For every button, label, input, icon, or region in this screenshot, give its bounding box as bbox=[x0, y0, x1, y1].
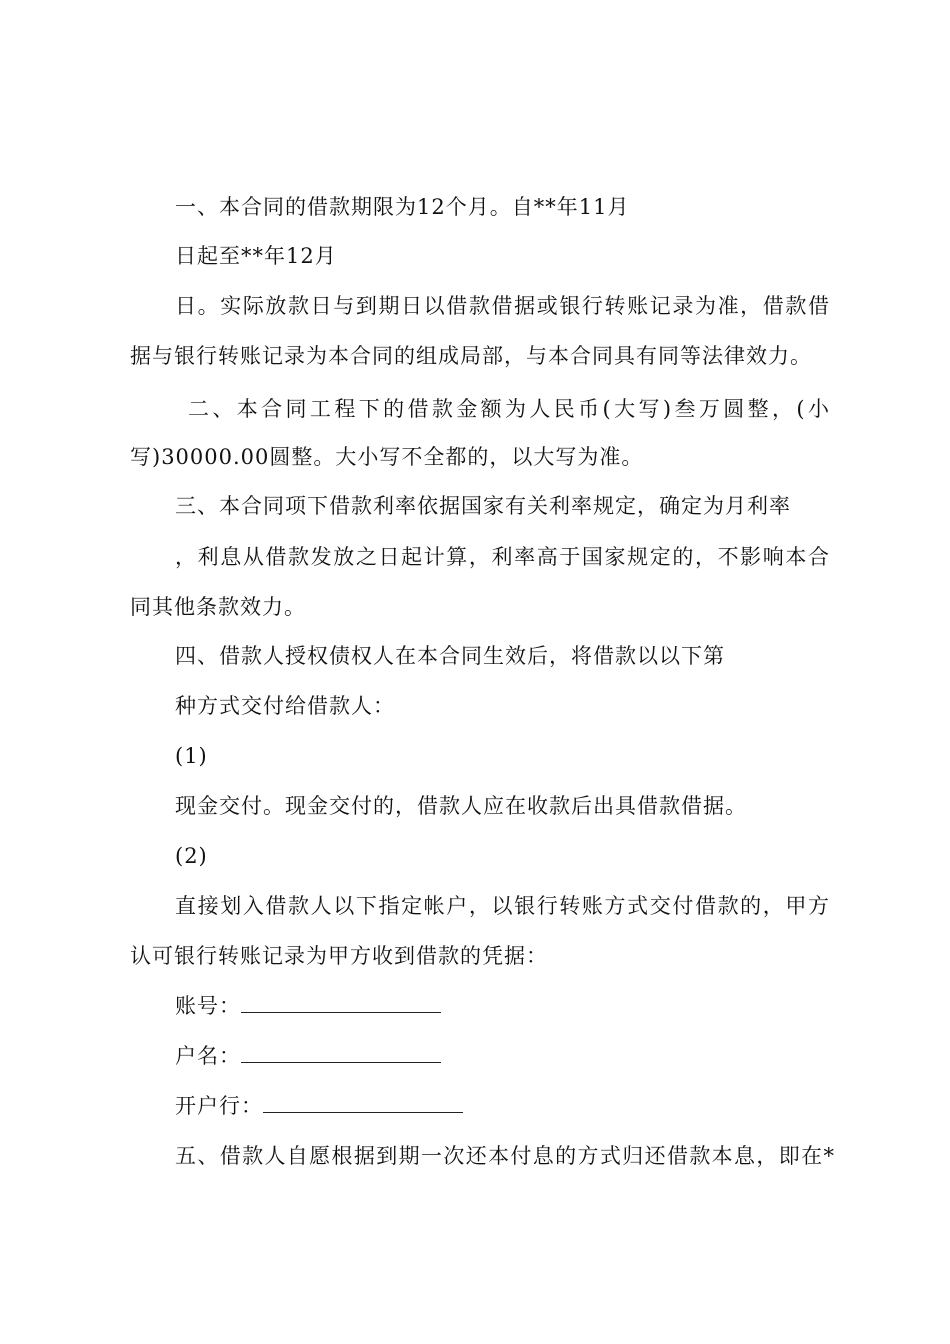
clause-4-option-2-text-1: 直接划入借款人以下指定帐户，以银行转账方式交付借款的，甲方 bbox=[175, 894, 830, 918]
account-label: 账号： bbox=[175, 994, 241, 1018]
clause-1-line-3: 日。实际放款日与到期日以借款借据或银行转账记录为准，借款借 bbox=[175, 294, 830, 318]
clause-1-line-2: 日起至**年12月 bbox=[175, 244, 337, 268]
clause-4-option-2-text-2: 认可银行转账记录为甲方收到借款的凭据： bbox=[130, 944, 548, 968]
clause-4-option-1-marker: (1) bbox=[175, 744, 208, 768]
account-blank bbox=[241, 992, 441, 1013]
bank-label: 开户行： bbox=[175, 1094, 263, 1118]
clause-3-line-3: 同其他条款效力。 bbox=[130, 595, 306, 619]
clause-4-line-1: 四、借款人授权债权人在本合同生效后，将借款以以下第 bbox=[175, 644, 725, 668]
clause-1-line-1: 一、本合同的借款期限为12个月。自**年11月 bbox=[175, 195, 630, 219]
clause-2-line-1: 二、本合同工程下的借款金额为人民币(大写)叁万圆整，(小 bbox=[188, 397, 830, 421]
clause-2-line-2: 写)30000.00圆整。大小写不全都的，以大写为准。 bbox=[130, 445, 644, 469]
account-name-label: 户名： bbox=[175, 1044, 241, 1068]
account-name-field bbox=[175, 1042, 441, 1070]
clause-5-line-1: 五、借款人自愿根据到期一次还本付息的方式归还借款本息，即在* bbox=[175, 1144, 835, 1168]
account-name-blank bbox=[241, 1042, 441, 1063]
bank-field bbox=[175, 1092, 463, 1120]
clause-3-line-2: ，利息从借款发放之日起计算，利率高于国家规定的，不影响本合 bbox=[175, 545, 830, 569]
clause-4-option-1-text: 现金交付。现金交付的，借款人应在收款后出具借款借据。 bbox=[175, 794, 747, 818]
bank-blank bbox=[263, 1092, 463, 1113]
clause-3-line-1: 三、本合同项下借款利率依据国家有关利率规定，确定为月利率 bbox=[175, 494, 791, 518]
clause-1-line-4: 据与银行转账记录为本合同的组成局部，与本合同具有同等法律效力。 bbox=[130, 344, 812, 368]
clause-4-line-2: 种方式交付给借款人： bbox=[175, 694, 395, 718]
account-field bbox=[175, 992, 441, 1020]
clause-4-option-2-marker: (2) bbox=[175, 844, 208, 868]
